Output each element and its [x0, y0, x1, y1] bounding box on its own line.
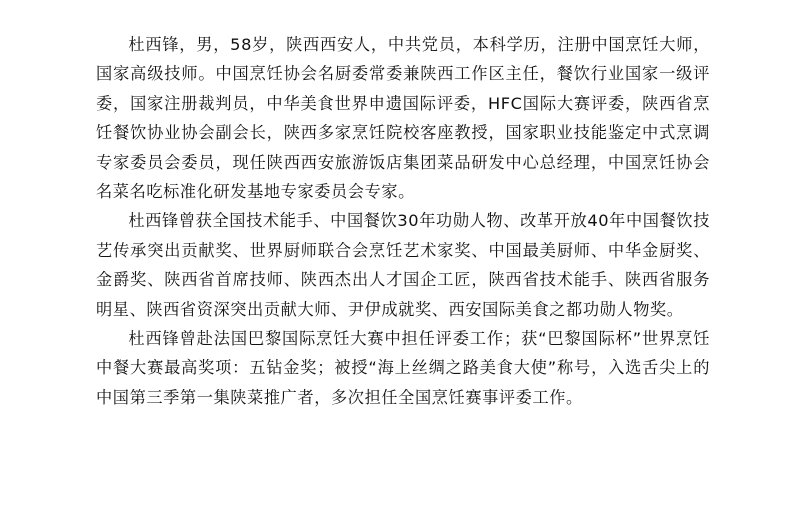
international-judging-paragraph: 杜西锋曾赴法国巴黎国际烹饪大赛中担任评委工作；获“巴黎国际杯”世界烹饪中餐大赛最高奖项：五钻金奖；被授“海上丝绸之路美食大使”称号，入选舌尖上的中国第三季第一集陕菜推广者，多次担任全国烹饪赛事评委工作。: [96, 329, 710, 407]
awards-paragraph: 杜西锋曾获全国技术能手、中国餐饮30年功勋人物、改革开放40年中国餐饮技艺传承突出贡献奖、世界厨师联合会烹饪艺术家奖、中国最美厨师、中华金厨奖、金爵奖、陕西省首席技师、陕西杰出人才国企工匠，陕西省技术能手、陕西省服务明星、陕西省资深突出贡献大师、尹伊成就奖、西安国际美食之都功勋人物奖。: [96, 211, 710, 319]
biography-paragraph-1: 杜西锋，男，58岁，陕西西安人，中共党员，本科学历，注册中国烹饪大师，国家高级技师。中国烹饪协会名厨委常委兼陕西工作区主任，餐饮行业国家一级评委，国家注册裁判员，中华美食世界申遗国际评委，HFC国际大赛评委，陕西省烹饪餐饮协业协会副会长，陕西多家烹饪院校客座教授，国家职业技能鉴定中式烹调专家委员会委员，现任陕西西安旅游饭店集团菜品研发中心总经理，中国烹饪协会名菜名吃标准化研发基地专家委员会专家。: [96, 35, 710, 202]
